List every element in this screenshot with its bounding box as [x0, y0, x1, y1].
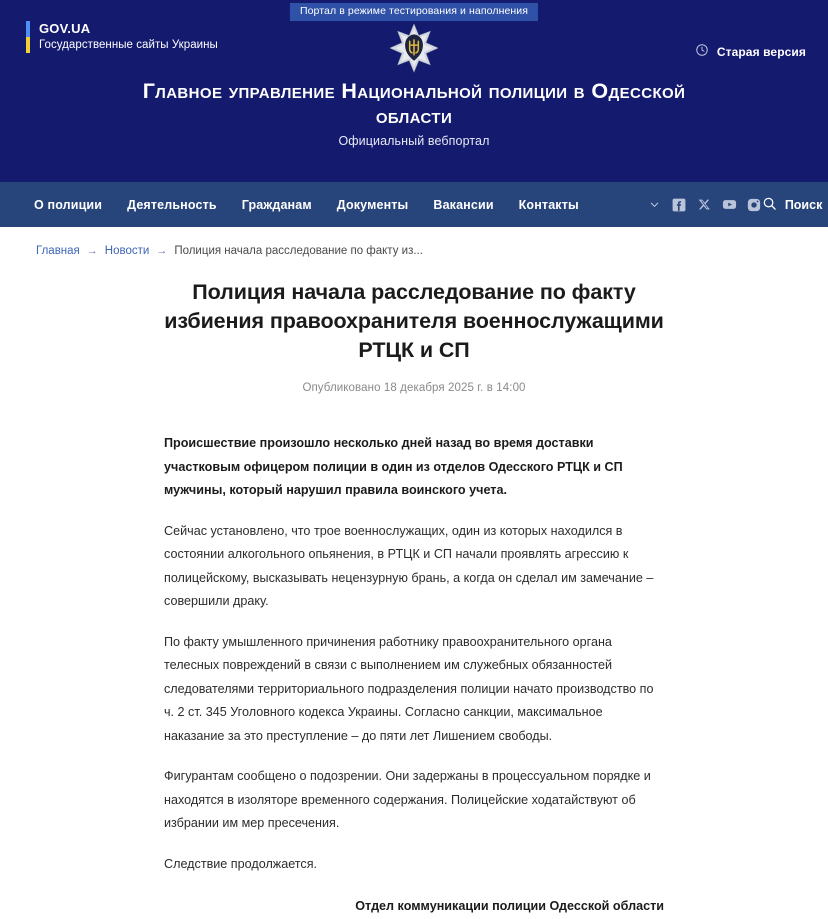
gov-ua-title: GOV.UA — [39, 21, 91, 36]
search-icon — [762, 196, 777, 214]
history-clock-icon — [695, 43, 709, 60]
breadcrumb-item-current: Полиция начала расследование по факту из... — [174, 245, 423, 257]
article-signature: Отдел коммуникации полиции Одесской области — [355, 899, 664, 913]
article-paragraph: Следствие продолжается. — [164, 856, 318, 871]
nav-item-activity[interactable]: Деятельность — [127, 197, 217, 212]
publish-date: Опубликовано 18 декабря 2025 г. в 14:00 — [302, 382, 526, 394]
organization-title: Главное управление Национальной полиции в Одесской области — [142, 79, 686, 128]
nav-item-about-police[interactable]: О полиции — [34, 197, 103, 212]
breadcrumb-arrow-icon: → — [156, 245, 168, 257]
breadcrumb — [0, 227, 828, 257]
search-label: Поиск — [784, 197, 823, 212]
social-links — [647, 197, 762, 212]
search-button[interactable] — [762, 196, 823, 214]
gov-ua-badge[interactable] — [26, 21, 218, 53]
test-mode-banner: Портал в режиме тестирования и наполнения — [290, 3, 538, 21]
chevron-down-icon[interactable] — [647, 197, 662, 212]
site-header — [0, 0, 828, 182]
organization-subtitle: Официальный вебпортал — [338, 134, 490, 148]
main-navigation — [0, 182, 828, 227]
nav-links — [34, 198, 579, 212]
article-body — [164, 432, 664, 919]
x-twitter-icon[interactable] — [697, 197, 712, 212]
page-title: Полиция начала расследование по факту избиения правоохранителя военнослужащими РТЦК и СП — [164, 280, 664, 362]
nav-item-documents[interactable]: Документы — [336, 197, 409, 212]
article-paragraph: Сейчас установлено, что трое военнослужащих, один из которых находился в состоянии алкогольного опьянения, в РТЦК и СП начали проявлять агрессию к полицейскому, высказывать нецензурную брань, а когда он сделал им замечание – совершили драку. — [164, 523, 654, 608]
breadcrumb-item-home[interactable]: Главная — [36, 245, 80, 257]
breadcrumb-arrow-icon: → — [86, 245, 98, 257]
nav-item-contacts[interactable]: Контакты — [518, 197, 579, 212]
gov-ua-flag-bar — [26, 21, 30, 53]
article-paragraph: Фигурантам сообщено о подозрении. Они задержаны в процессуальном порядке и находятся в изоляторе временного содержания. Полицейские ходатайствуют об избрании им мер пресечения. — [164, 769, 651, 830]
youtube-icon[interactable] — [722, 197, 737, 212]
instagram-icon[interactable] — [747, 197, 762, 212]
facebook-icon[interactable] — [672, 197, 687, 212]
old-version-label: Старая версия — [716, 44, 806, 59]
breadcrumb-item-news[interactable]: Новости — [104, 245, 150, 257]
nav-item-citizens[interactable]: Гражданам — [241, 197, 312, 212]
article-paragraph-lead: Происшествие произошло несколько дней назад во время доставки участковым офицером полиции в один из отделов Одесского РТЦК и СП мужчины, который нарушил правила воинского учета. — [164, 436, 623, 497]
gov-ua-subtitle: Государственные сайты Украины — [39, 39, 218, 51]
article-paragraph: По факту умышленного причинения работнику правоохранительного органа телесных повреждений в связи с выполнением им служебных обязанностей следователями территориального подразделения полиции начато производство по ч. 2 ст. 345 Уголовного кодекса Украины. Согласно санкции, максимальное наказание за это преступление – до пяти лет Лишением свободы. — [164, 634, 654, 743]
article — [0, 278, 828, 919]
nav-item-vacancies[interactable]: Вакансии — [433, 197, 494, 212]
old-version-link[interactable] — [695, 43, 806, 60]
national-police-star-emblem — [390, 24, 438, 74]
